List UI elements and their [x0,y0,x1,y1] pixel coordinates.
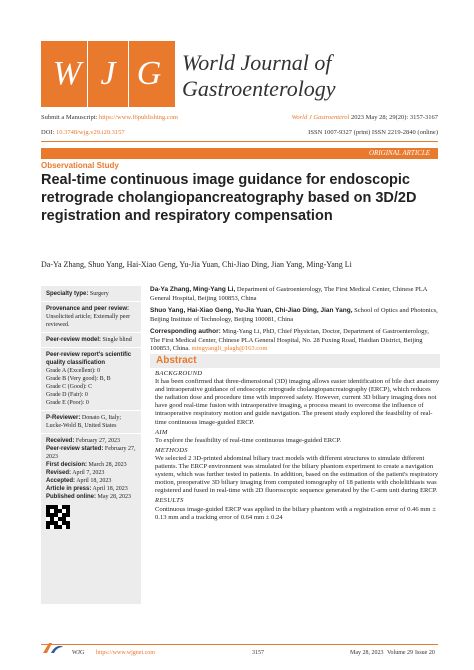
header-rule [41,141,438,142]
abstract-header [150,354,440,368]
results-text: Continuous image-guided ERCP was applied in the biliary phantom with a registration error of 0.46 mm ± 0.13 mm and a tracking error of 0.64 mm ± 0.24 [155,505,436,521]
revised-value: April 7, 2023 [72,470,105,476]
peer-started-value: February 27, 2023 [46,446,136,460]
in-press-label: Article in press: [46,486,92,492]
published-label: Published online: [46,494,97,500]
citation-rest: 2023 May 28; 29(20): 3157-3167 [350,114,438,121]
accepted-value: April 18, 2023 [76,478,112,484]
journal-title-line2: Gastroenterology [182,76,336,101]
corr-label: Corresponding author: [150,328,221,335]
published-value: May 28, 2023 [97,494,132,500]
accepted-label: Accepted: [46,478,76,484]
citation-line [292,114,438,121]
article-type: ORIGINAL ARTICLE [369,149,430,157]
grade-item: Grade B (Very good): B, B [46,376,111,382]
submit-link[interactable]: https://www.f6publishing.com [98,114,178,121]
grade-item: Grade E (Poor): 0 [46,400,89,406]
peer-started-label: Peer-review started: [46,446,104,452]
affil2-text: School of Optics and Photonics, Beijing Institute of Technology, Beijing 100081, China [150,307,438,323]
aim-text: To explore the feasibility of real-time continuous image-guided ERCP. [155,436,342,444]
provenance-label: Provenance and peer review: [46,306,130,312]
background-text: It has been confirmed that three-dimensional (3D) imaging allows easier identification of bile duct anatomy and intraoperative guidance of endoscopic retrograde cholangiopancreatography (ERCP), which reduces the radiation dose and procedure time with improved safety. However, current 3D biliary imaging does not have good real-time fusion with intraoperative imaging, a process meant to overcome the influence of intraoperative respiratory motion and guide navigation. The present study explored the feasibility of real-time continuous image-guided ERCP. [155,378,440,426]
journal-logo [41,41,175,107]
affil2-names: Shuo Yang, Hai-Xiao Geng, Yu-Jia Yuan, Chi-Jiao Ding, Jian Yang, [150,307,353,314]
journal-title [182,50,336,102]
affiliations [150,286,440,358]
article-info-sidebar [41,286,141,604]
logo-letter: W [47,41,88,107]
affil1-text: Department of Gastroenterology, The First Medical Center, Chinese PLA General Hospital, Beijing 100853, China [150,286,428,302]
model-value: Single blind [102,337,132,343]
provenance-value: Unsolicited article; Externally peer reviewed. [46,314,131,328]
citation-journal: World J Gastroenterol [291,114,350,121]
footer-issue: Issue 20 [415,650,435,656]
background-heading: BACKGROUND [155,370,203,377]
grade-item: Grade D (Fair): 0 [46,392,88,398]
logo-letter: G [136,55,162,92]
corr-text: Ming-Yang Li, PhD, Chief Physician, Doctor, Department of Gastroenterology, The First Medical Center, Chinese PLA General Hospital, No. 28 Fuxing Road, Haidian District, Beijing 100853, China. [150,328,429,352]
doi-link[interactable]: 10.3748/wjg.v29.i20.3157 [55,129,125,136]
received-label: Received: [46,438,75,444]
grade-item: Grade A (Excellent): 0 [46,368,101,374]
received-value: February 27, 2023 [75,438,121,444]
logo-letter: J [88,41,129,107]
specialty-label: Specialty type: [46,291,89,297]
doi-line [41,129,125,136]
journal-title-line1: World Journal of [182,50,332,75]
footer-url [96,650,155,656]
report-label: Peer-review report's scientific quality classification [46,352,132,366]
methods-heading: METHODS [155,446,188,454]
footer-rule [41,644,438,645]
grade-item: Grade C (Good): C [46,384,93,390]
first-decision-value: March 28, 2023 [88,462,127,468]
issn-line: ISSN 1007-9327 (print) ISSN 2219-2840 (online) [308,129,438,136]
footer-journal: WJG [72,650,85,656]
qr-code-icon[interactable] [46,505,70,529]
results-heading: RESULTS [155,497,184,505]
methods-text: We selected 2 3D-printed abdominal biliary tract models with different structures to simulate different patients. The ERCP environment was simulated for the biliary phantom experiment to create a navigation system, which was further tested in patients. In addition, based on the estimation of the patient's respiratory motion, preoperative 3D biliary imaging from computed tomography of 18 patients with cholelithiasis was registered and fused in real-time with 2D fluoroscopic sequence generated by the C-arm unit during ERCP. [155,454,439,495]
abstract-body [155,370,440,524]
submit-label: Submit a Manuscript: [41,114,98,121]
footer-url-link[interactable]: https://www.wjgnet.com [96,650,155,656]
submit-line [41,114,178,121]
article-category: Observational Study [41,161,119,170]
reviewer-value: Donato G, Italy; Lucke-Wold B, United States [46,415,122,429]
in-press-value: April 18, 2023 [92,486,128,492]
corr-email-link[interactable]: mingyangli_plagh@163.com [191,345,268,352]
footer-volume: Volume 29 [387,650,414,656]
article-title: Real-time continuous image guidance for endoscopic retrograde cholangiopancreatography based on 3D/2D registration and respiratory compensation [41,172,417,224]
affil1-names: Da-Ya Zhang, Ming-Yang Li, [150,286,236,293]
author-list: Da-Ya Zhang, Shuo Yang, Hai-Xiao Geng, Yu-Jia Yuan, Chi-Jiao Ding, Jian Yang, Ming-Yang Li [41,260,352,269]
article-type-banner [41,148,438,159]
doi-label: DOI: [41,129,55,136]
abstract-heading: Abstract [156,355,197,366]
specialty-value: Surgery [89,291,109,297]
model-label: Peer-review model: [46,337,102,343]
reviewer-label: P-Reviewer: [46,415,81,421]
revised-label: Revised: [46,470,72,476]
footer-date: May 28, 2023 [350,650,384,656]
aim-heading: AIM [155,428,168,436]
footer-page: 3157 [252,650,264,656]
first-decision-label: First decision: [46,462,88,468]
